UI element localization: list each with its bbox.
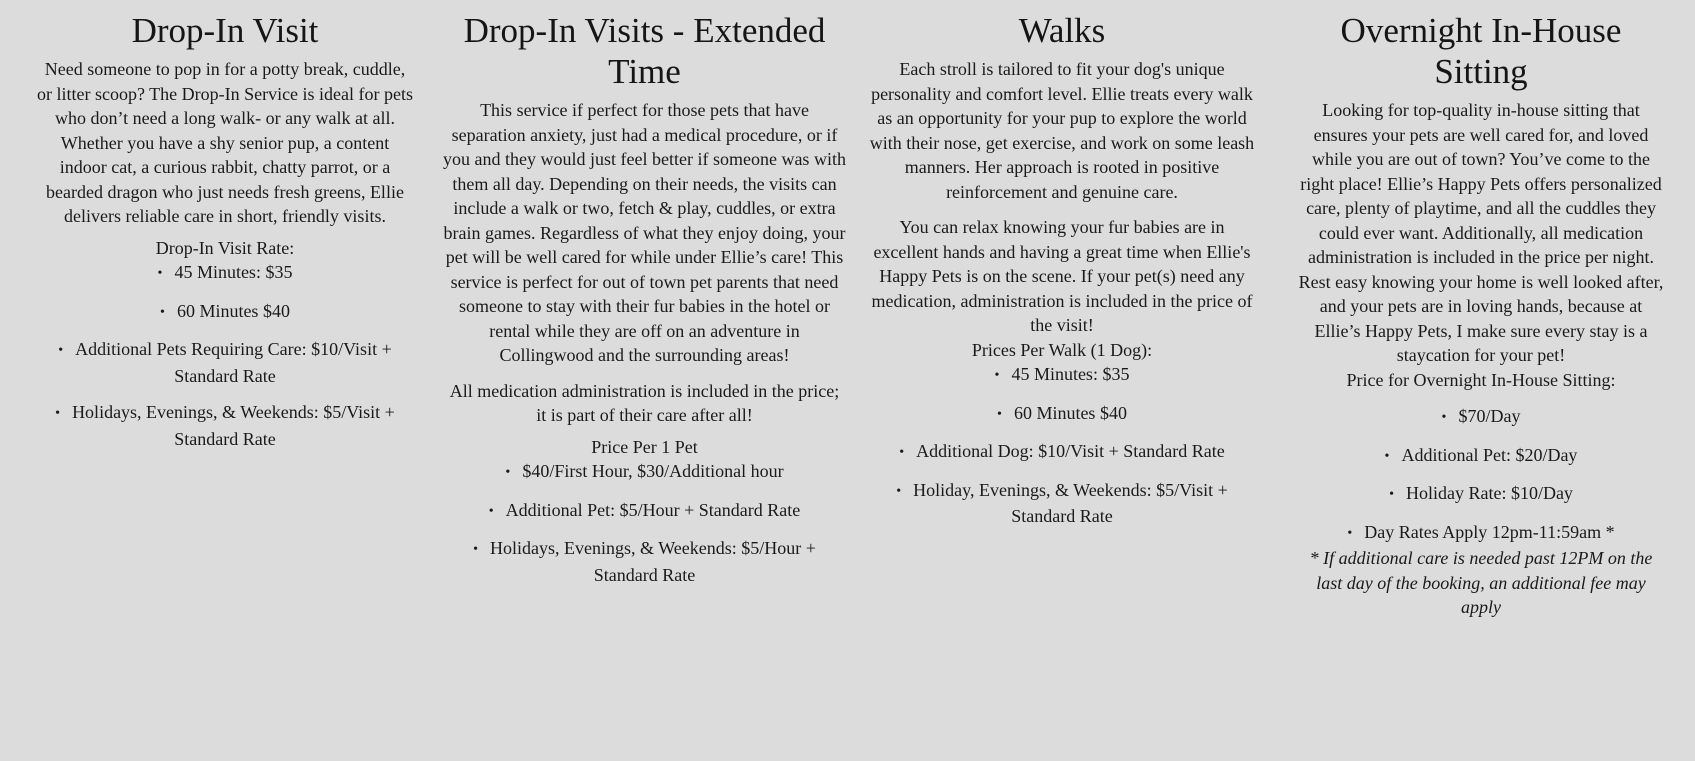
rate-item: • 60 Minutes $40 xyxy=(36,299,414,326)
overnight-sitting-section xyxy=(1298,0,1664,620)
rate-label: Drop-In Visit Rate: xyxy=(155,237,295,258)
rate-item: • Additional Pet: $5/Hour + Standard Rate xyxy=(443,498,846,525)
rate-label: Prices Per Walk (1 Dog): xyxy=(971,339,1153,360)
section-description: This service if perfect for those pets that have separation anxiety, just had a medical procedure, or if you and they would just feel better if someone was with them all day. Depending on their needs, the visits can include a walk or two, fetch & play, cuddles, or extra brain games. Regardless of what they enjoy doing, your pet will be well cared for while under Ellie’s care! This service is perfect for out of town pet parents that need someone to stay with their fur babies in the hotel or rental while they are off on an adventure in Collingwood and the surrounding areas! xyxy=(443,100,846,365)
rate-item: • Holidays, Evenings, & Weekends: $5/Visit + Standard Rate xyxy=(55,402,395,449)
bullet-icon: • xyxy=(997,406,1002,422)
additional-fee-note: * If additional care is needed past 12PM on the last day of the booking, an additional fee may apply xyxy=(1309,548,1653,617)
rate-item: • 45 Minutes: $35 xyxy=(866,362,1258,389)
rate-label: Price Per 1 Pet xyxy=(591,436,698,457)
section-description: Each stroll is tailored to fit your dog's unique personality and comfort level. Ellie treats every walk as an opportunity for your pup to explore the world with their nose, get exercise, and work on some leash manners. Her approach is rooted in positive reinforcement and genuine care. xyxy=(869,59,1255,202)
bullet-icon: • xyxy=(473,542,479,557)
extended-drop-in-section xyxy=(443,0,846,599)
rate-item: • $40/First Hour, $30/Additional hour xyxy=(443,459,846,486)
bullet-icon: • xyxy=(505,465,511,480)
bullet-icon: • xyxy=(899,445,905,460)
bullet-icon: • xyxy=(1441,410,1447,425)
bullet-icon: • xyxy=(1384,448,1390,464)
rate-label: Price for Overnight In-House Sitting: xyxy=(1346,369,1616,390)
rate-list xyxy=(36,260,414,451)
section-title: Walks xyxy=(1018,11,1106,50)
rate-list xyxy=(443,459,846,587)
section-description: Looking for top-quality in-house sitting that ensures your pets are well cared for, and loved while you are out of town? You’ve come to the right place! Ellie’s Happy Pets offers personalized care, plenty of playtime, and all the cuddles they could ever want. Additionally, all medication administration is included in the price per night. Rest easy knowing your home is well looked after, and your pets are in loving hands, because at Ellie’s Happy Pets, I make sure every stay is a staycation for your pet! xyxy=(1298,100,1664,365)
bullet-icon: • xyxy=(488,503,494,519)
rate-list xyxy=(866,362,1258,529)
drop-in-visit-section xyxy=(36,0,414,463)
rate-item: • 45 Minutes: $35 xyxy=(36,260,414,287)
section-description: Need someone to pop in for a potty break, cuddle, or litter scoop? The Drop-In Service is ideal for pets who don’t need a long walk- or any walk at all. Whether you have a shy senior pup, a content indoor cat, a curious rabbit, chatty parrot, or a bearded dragon who just needs fresh greens, Ellie delivers reliable care in short, friendly visits. xyxy=(36,59,414,226)
bullet-icon: • xyxy=(157,266,163,281)
rate-item: • Holidays, Evenings, & Weekends: $5/Hour + Standard Rate xyxy=(473,538,816,585)
section-medication-note: You can relax knowing your fur babies are in excellent hands and having a great time when Ellie's Happy Pets is on the scene. If your pet(s) need any medication, administration is included in the price of the visit! xyxy=(871,217,1253,335)
rate-item: • Additional Pets Requiring Care: $10/Visit + Standard Rate xyxy=(58,339,392,386)
bullet-icon: • xyxy=(58,343,64,358)
rate-item: • 60 Minutes $40 xyxy=(866,401,1258,428)
section-title: Drop-In Visits - Extended Time xyxy=(463,11,826,91)
rate-item: • Holiday, Evenings, & Weekends: $5/Visit + Standard Rate xyxy=(896,479,1228,526)
bullet-icon: • xyxy=(1347,525,1353,541)
walks-section xyxy=(866,0,1258,541)
bullet-icon: • xyxy=(896,483,902,499)
rate-item: • Additional Dog: $10/Visit + Standard Rate xyxy=(866,439,1258,466)
bullet-icon: • xyxy=(55,406,61,421)
rate-item: • Holiday Rate: $10/Day xyxy=(1298,481,1664,508)
bullet-icon: • xyxy=(160,304,165,320)
rate-item: • Day Rates Apply 12pm-11:59am * xyxy=(1298,520,1664,547)
section-medication-note: All medication administration is included in the price; it is part of their care after all! xyxy=(449,380,840,425)
rate-list xyxy=(1298,404,1664,546)
rate-item: • $70/Day xyxy=(1298,404,1664,431)
rate-item: • Additional Pet: $20/Day xyxy=(1298,443,1664,470)
section-title: Overnight In-House Sitting xyxy=(1340,11,1622,91)
bullet-icon: • xyxy=(1389,487,1394,502)
bullet-icon: • xyxy=(994,368,1000,383)
section-title: Drop-In Visit xyxy=(131,11,319,50)
